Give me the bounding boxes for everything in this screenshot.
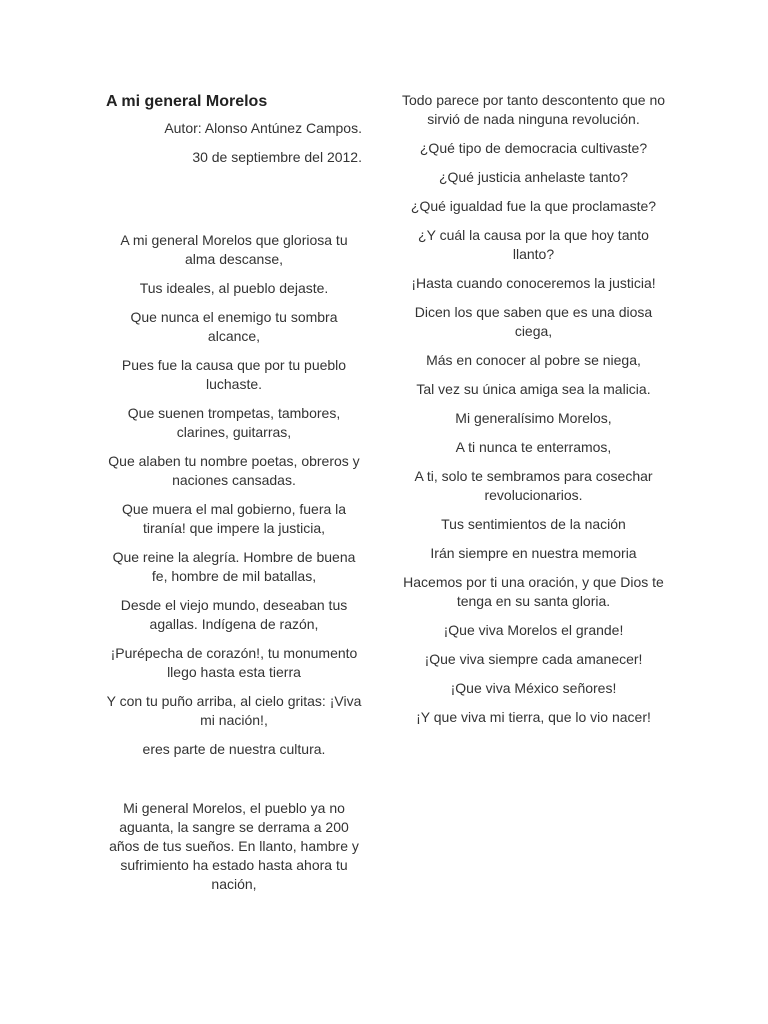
right-column (400, 91, 667, 737)
stanza: Irán siempre en nuestra memoria (430, 545, 637, 561)
stanza: Que reine la alegría. Hombre de buena fe, hombre de mil batallas, (112, 549, 356, 584)
spacer (106, 769, 362, 799)
left-column (106, 91, 362, 904)
stanza: Que alaben tu nombre poetas, obreros y naciones cansadas. (108, 453, 360, 488)
stanza: ¡Y que viva mi tierra, que lo vio nacer! (416, 709, 651, 725)
stanza: Tus sentimientos de la nación (441, 516, 626, 532)
stanza: ¡Purépecha de corazón!, tu monumento llego hasta esta tierra (110, 645, 358, 680)
stanza: ¡Que viva siempre cada amanecer! (424, 651, 643, 667)
stanza: Desde el viejo mundo, deseaban tus agallas. Indígena de razón, (120, 597, 348, 632)
stanza: Más en conocer al pobre se niega, (426, 352, 641, 368)
stanza: ¡Que viva México señores! (450, 680, 617, 696)
stanza: Dicen los que saben que es una diosa ciega, (414, 304, 653, 339)
stanza: A mi general Morelos que gloriosa tu alma descanse, (120, 232, 348, 267)
closing-stanza: Mi general Morelos, el pueblo ya no aguanta, la sangre se derrama a 200 años de tus sueños. En llanto, hambre y sufrimiento ha estado hasta ahora tu nación, (109, 800, 359, 892)
poem-date: 30 de septiembre del 2012. (192, 149, 362, 165)
stanza: ¿Qué tipo de democracia cultivaste? (419, 140, 648, 156)
stanza: A ti nunca te enterramos, (455, 439, 612, 455)
stanza: Que suenen trompetas, tambores, clarines, guitarras, (127, 405, 341, 440)
stanza: ¿Qué justicia anhelaste tanto? (438, 169, 629, 185)
stanza: Todo parece por tanto descontento que no sirvió de nada ninguna revolución. (401, 92, 666, 127)
stanza: Pues fue la causa que por tu pueblo luchaste. (121, 357, 347, 392)
poem-author: Autor: Alonso Antúnez Campos. (164, 120, 362, 136)
stanza: A ti, solo te sembramos para cosechar revolucionarios. (414, 468, 653, 503)
stanza: ¿Qué igualdad fue la que proclamaste? (410, 198, 657, 214)
stanza: ¿Y cuál la causa por la que hoy tanto llanto? (418, 227, 649, 262)
stanza: Tal vez su única amiga sea la malicia. (416, 381, 651, 397)
stanza: Mi generalísimo Morelos, (455, 410, 612, 426)
stanza: Que nunca el enemigo tu sombra alcance, (130, 309, 338, 344)
poem-title: A mi general Morelos (106, 93, 268, 110)
stanza: ¡Que viva Morelos el grande! (443, 622, 624, 638)
stanza: Que muera el mal gobierno, fuera la tiranía! que impere la justicia, (121, 501, 347, 536)
spacer (106, 177, 362, 231)
stanza: Y con tu puño arriba, al cielo gritas: ¡Viva mi nación!, (106, 693, 362, 728)
stanza: Tus ideales, al pueblo dejaste. (139, 280, 329, 296)
stanza: Hacemos por ti una oración, y que Dios te tenga en su santa gloria. (403, 574, 664, 609)
stanza: ¡Hasta cuando conoceremos la justicia! (411, 275, 656, 291)
stanza: eres parte de nuestra cultura. (142, 741, 326, 757)
